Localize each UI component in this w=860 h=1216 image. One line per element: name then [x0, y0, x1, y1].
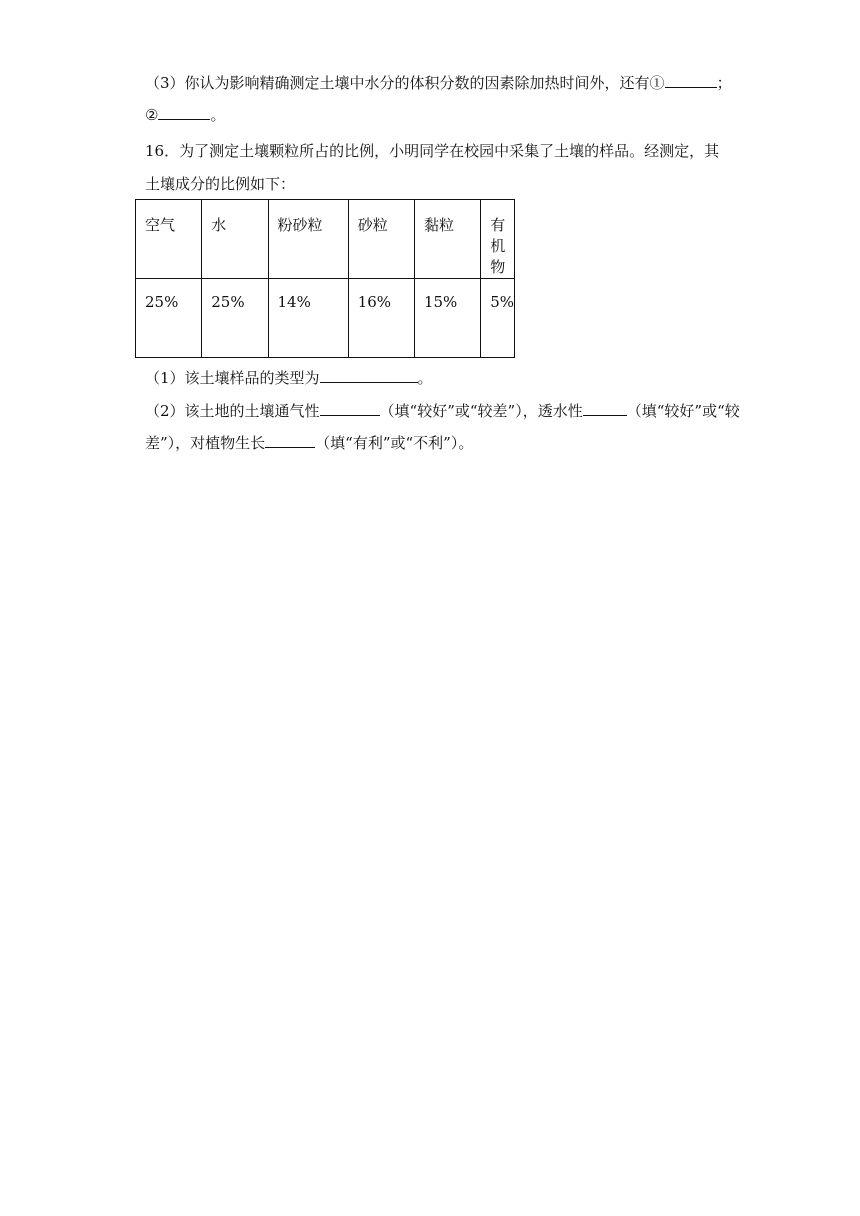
q3-blank-2[interactable] [158, 105, 210, 120]
q16-sub2-blank-aeration[interactable] [320, 401, 380, 416]
q16-sub2-part3: （填“较好”或“较 [626, 402, 740, 420]
q16-intro-text-1: 为了测定土壤颗粒所占的比例，小明同学在校园中采集了土壤的样品。经测定，其 [179, 142, 720, 160]
q3-prefix: （3）你认为影响精确测定土壤中水分的体积分数的因素除加热时间外，还有① [145, 74, 665, 92]
q16-sub2-part5: （填“有利”或“不利”）。 [315, 434, 474, 452]
table-header-clay: 黏粒 [414, 200, 480, 279]
q16-sub2-line1 [145, 401, 740, 421]
q3-line1 [145, 73, 732, 93]
table-header-silt: 粉砂粒 [268, 200, 348, 279]
q16-sub2-blank-permeability[interactable] [583, 401, 627, 416]
table-header-air: 空气 [136, 200, 202, 279]
q3-line2 [145, 105, 225, 125]
table-row-headers [136, 200, 515, 279]
table-cell-clay: 15% [414, 279, 480, 358]
q16-intro-line2 [145, 174, 295, 194]
q3-blank-1[interactable] [665, 73, 717, 88]
q3-end: 。 [210, 106, 226, 124]
table-cell-sand: 16% [348, 279, 414, 358]
q16-intro-text-2: 土壤成分的比例如下： [145, 175, 296, 193]
table-header-water: 水 [202, 200, 268, 279]
q16-sub1-prefix: （1）该土壤样品的类型为 [145, 369, 320, 387]
q16-sub2-blank-growth[interactable] [265, 433, 315, 448]
table-header-sand: 砂粒 [348, 200, 414, 279]
q16-sub2-line2 [145, 433, 473, 453]
q16-sub1-line [145, 368, 433, 388]
q16-intro-line1 [145, 141, 719, 161]
q16-sub2-part2: （填“较好”或“较差”），透水性 [379, 402, 583, 420]
table-cell-water: 25% [202, 279, 268, 358]
q16-number: 16． [145, 142, 180, 160]
q16-sub1-blank[interactable] [320, 368, 418, 383]
table-cell-silt: 14% [268, 279, 348, 358]
q3-second-mark: ② [145, 106, 159, 124]
q16-sub1-end: 。 [417, 369, 433, 387]
q16-sub2-part4: 差”），对植物生长 [145, 434, 266, 452]
q16-sub2-part1: （2）该土地的土壤通气性 [145, 402, 320, 420]
q3-separator: ； [716, 74, 732, 92]
table-cell-organic: 5% [481, 279, 515, 358]
soil-composition-table [135, 199, 515, 358]
table-row-values [136, 279, 515, 358]
table-header-organic: 有机物 [481, 200, 515, 279]
table-cell-air: 25% [136, 279, 202, 358]
